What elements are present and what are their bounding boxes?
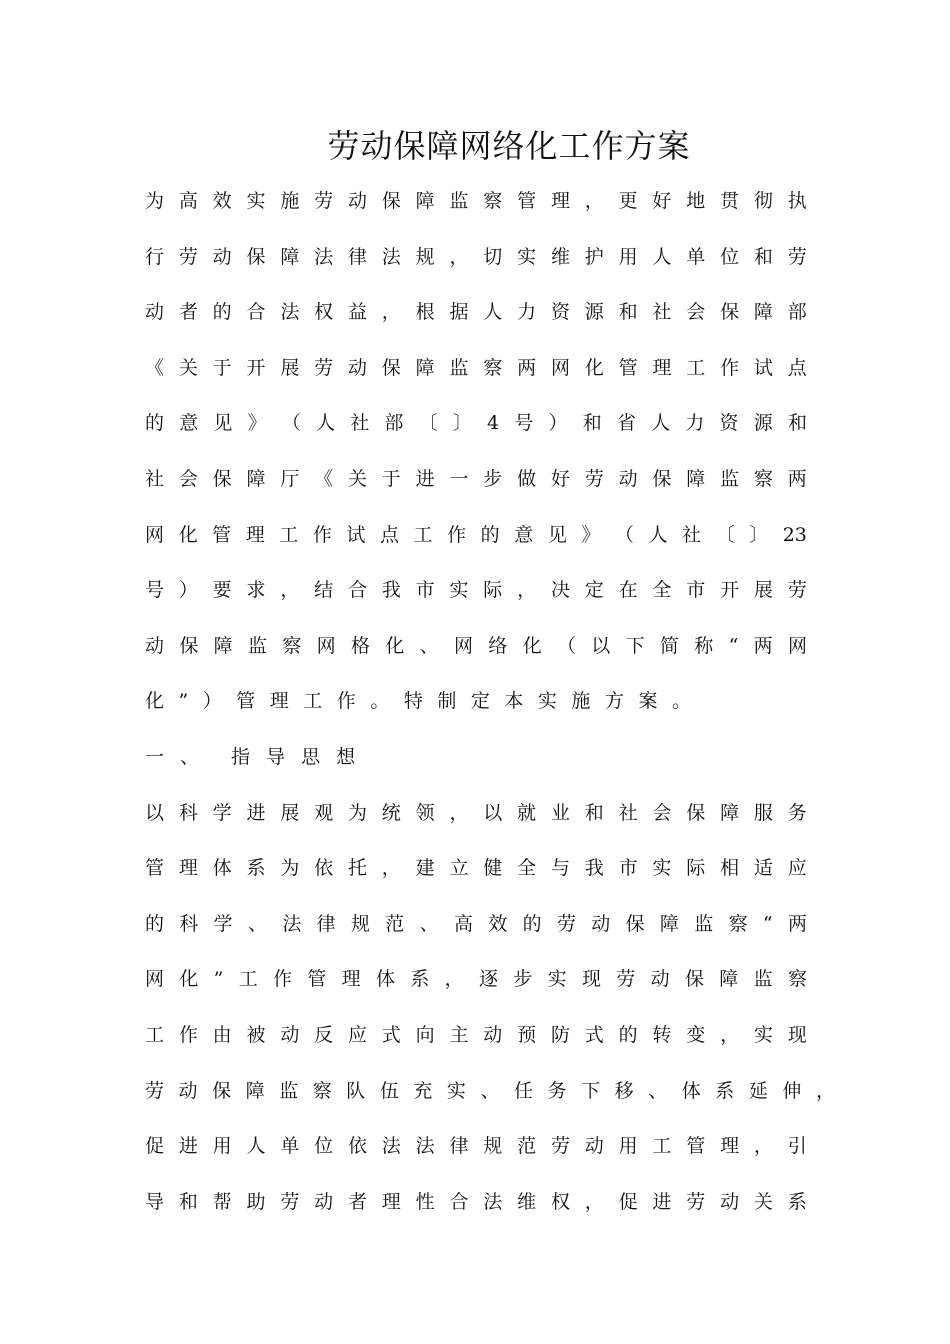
text-line: 促 进 用 人 单 位 依 法 法 律 规 范 劳 动 用 工 管 理 ， 引 — [145, 1135, 807, 1158]
text-line: 劳 动 保 障 监 察 队 伍 充 实 、 任 务 下 移 、 体 系 延 伸 ， — [145, 1079, 835, 1102]
text-line: 的 意 见 》 （ 人 社 部 〔 〕 4 号 ） 和 省 人 力 资 源 和 — [145, 412, 807, 435]
text-line: 管 理 体 系 为 依 托 ， 建 立 健 全 与 我 市 实 际 相 适 应 — [145, 857, 807, 880]
text-line: 的 科 学 、 法 律 规 范 、 高 效 的 劳 动 保 障 监 察 “ 两 — [145, 912, 807, 935]
text-line: 社 会 保 障 厅 《 关 于 进 一 步 做 好 劳 动 保 障 监 察 两 — [145, 467, 807, 490]
text-line: 网 化 管 理 工 作 试 点 工 作 的 意 见 》 （ 人 社 〔 〕 23 — [145, 523, 807, 546]
document-title: 劳动保障网络化工作方案 — [327, 127, 691, 165]
text-line: 工 作 由 被 动 反 应 式 向 主 动 预 防 式 的 转 变 ， 实 现 — [145, 1023, 807, 1046]
text-line: 行 劳 动 保 障 法 律 法 规 ， 切 实 维 护 用 人 单 位 和 劳 — [145, 245, 807, 268]
text-line: 《 关 于 开 展 劳 动 保 障 监 察 两 网 化 管 理 工 作 试 点 — [145, 356, 807, 379]
text-line: 动 者 的 合 法 权 益 ， 根 据 人 力 资 源 和 社 会 保 障 部 — [145, 301, 807, 324]
text-line: 一 、 指 导 思 想 — [145, 745, 356, 768]
text-line: 网 化 ” 工 作 管 理 体 系 ， 逐 步 实 现 劳 动 保 障 监 察 — [145, 968, 807, 991]
text-line: 号 ） 要 求 ， 结 合 我 市 实 际 ， 决 定 在 全 市 开 展 劳 — [145, 579, 807, 602]
text-line: 为 高 效 实 施 劳 动 保 障 监 察 管 理 ， 更 好 地 贯 彻 执 — [145, 190, 807, 212]
text-line: 动 保 障 监 察 网 格 化 、 网 络 化 （ 以 下 简 称 “ 两 网 — [145, 634, 807, 657]
document-body — [145, 183, 845, 1239]
text-line: 导 和 帮 助 劳 动 者 理 性 合 法 维 权 ， 促 进 劳 动 关 系 — [145, 1190, 807, 1213]
text-line: 化 ” ） 管 理 工 作 。 特 制 定 本 实 施 方 案 。 — [145, 690, 691, 713]
text-line: 以 科 学 进 展 观 为 统 领 ， 以 就 业 和 社 会 保 障 服 务 — [145, 801, 807, 824]
